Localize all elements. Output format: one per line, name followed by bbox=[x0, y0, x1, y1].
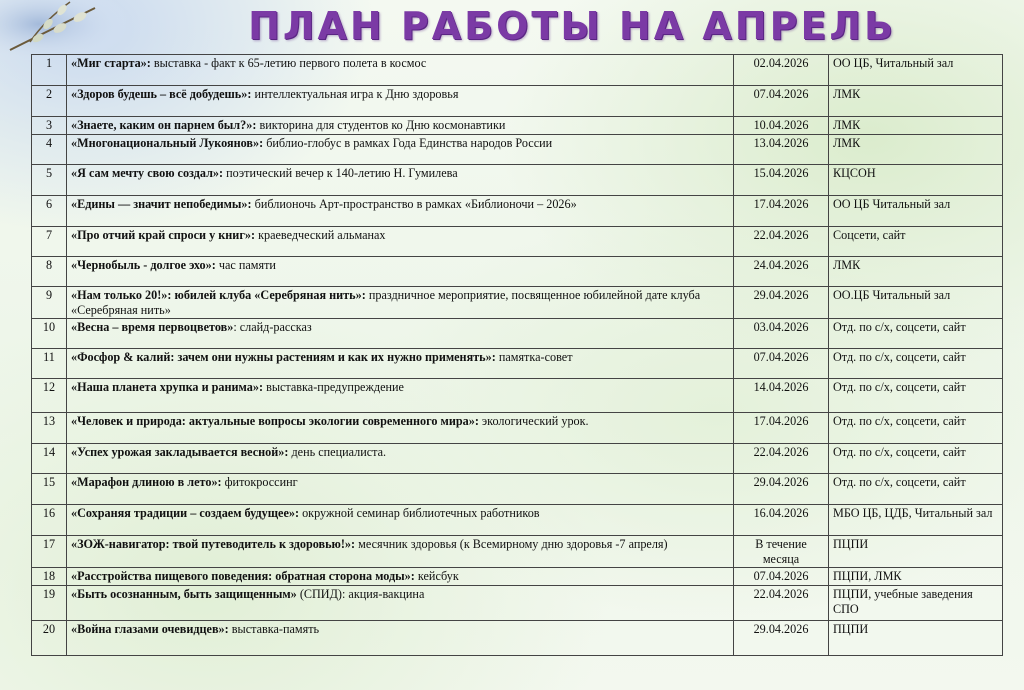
event-description: кейсбук bbox=[414, 569, 459, 583]
event-title: «Многонациональный Лукоянов»: bbox=[71, 136, 264, 150]
event-description: окружной семинар библиотечных работников bbox=[299, 506, 540, 520]
event-description: фитокроссинг bbox=[221, 475, 298, 489]
table-row bbox=[32, 379, 1003, 413]
event-location: КЦСОН bbox=[829, 165, 1003, 196]
event-location: Отд. по с/х, соцсети, сайт bbox=[829, 379, 1003, 413]
event-cell bbox=[67, 55, 734, 86]
event-title: «Чернобыль - долгое эхо»: bbox=[71, 258, 216, 272]
table-row bbox=[32, 165, 1003, 196]
event-location: Отд. по с/х, соцсети, сайт bbox=[829, 413, 1003, 444]
event-date: 13.04.2026 bbox=[734, 135, 829, 165]
event-description: экологический урок. bbox=[478, 414, 589, 428]
event-date: 15.04.2026 bbox=[734, 165, 829, 196]
row-number: 2 bbox=[32, 86, 67, 117]
table-row bbox=[32, 444, 1003, 474]
event-cell bbox=[67, 257, 734, 287]
event-cell bbox=[67, 444, 734, 474]
event-location: Отд. по с/х, соцсети, сайт bbox=[829, 319, 1003, 349]
event-cell bbox=[67, 349, 734, 379]
row-number: 15 bbox=[32, 474, 67, 505]
row-number: 6 bbox=[32, 196, 67, 227]
event-title: «Нам только 20!»: юбилей клуба «Серебряная нить»: bbox=[71, 288, 366, 302]
table-row bbox=[32, 621, 1003, 656]
event-description: (СПИД): акция-вакцина bbox=[296, 587, 425, 601]
event-cell bbox=[67, 379, 734, 413]
event-date: 17.04.2026 bbox=[734, 196, 829, 227]
page-title: ПЛАН РАБОТЫ НА АПРЕЛЬ bbox=[248, 4, 896, 48]
willow-branch-decoration bbox=[0, 0, 130, 60]
event-title: «ЗОЖ-навигатор: твой путеводитель к здоровью!»: bbox=[71, 537, 356, 551]
table-row bbox=[32, 505, 1003, 536]
event-date: 24.04.2026 bbox=[734, 257, 829, 287]
table-row bbox=[32, 536, 1003, 568]
row-number: 1 bbox=[32, 55, 67, 86]
row-number: 7 bbox=[32, 227, 67, 257]
event-location: ПЦПИ, учебные заведения СПО bbox=[829, 586, 1003, 621]
row-number: 17 bbox=[32, 536, 67, 568]
event-cell bbox=[67, 135, 734, 165]
event-title: «Здоров будешь – всё добудешь»: bbox=[71, 87, 252, 101]
event-cell bbox=[67, 536, 734, 568]
event-date: 10.04.2026 bbox=[734, 117, 829, 135]
row-number: 4 bbox=[32, 135, 67, 165]
event-cell bbox=[67, 586, 734, 621]
row-number: 9 bbox=[32, 287, 67, 319]
event-title: «Успех урожая закладывается весной»: bbox=[71, 445, 289, 459]
table-row bbox=[32, 568, 1003, 586]
event-description: месячник здоровья (к Всемирному дню здоровья -7 апреля) bbox=[355, 537, 668, 551]
event-description: праздничное мероприятие, посвященное юбилейной дате клуба «Серебряная нить» bbox=[71, 288, 701, 317]
event-title: «Фосфор & калий: зачем они нужны растениям и как их нужно применять»: bbox=[71, 350, 496, 364]
row-number: 11 bbox=[32, 349, 67, 379]
row-number: 20 bbox=[32, 621, 67, 656]
event-description: выставка - факт к 65-летию первого полета в космос bbox=[150, 56, 427, 70]
row-number: 16 bbox=[32, 505, 67, 536]
row-number: 12 bbox=[32, 379, 67, 413]
event-cell bbox=[67, 505, 734, 536]
event-date: 07.04.2026 bbox=[734, 568, 829, 586]
event-title: «Быть осознанным, быть защищенным» bbox=[71, 587, 297, 601]
event-location: Отд. по с/х, соцсети, сайт bbox=[829, 474, 1003, 505]
event-location: ПЦПИ, ЛМК bbox=[829, 568, 1003, 586]
events-table bbox=[31, 54, 1003, 656]
table-row bbox=[32, 117, 1003, 135]
event-location: Отд. по с/х, соцсети, сайт bbox=[829, 444, 1003, 474]
event-date: 22.04.2026 bbox=[734, 444, 829, 474]
event-description: выставка-память bbox=[228, 622, 320, 636]
event-location: ОО ЦБ Читальный зал bbox=[829, 196, 1003, 227]
event-description: выставка-предупреждение bbox=[263, 380, 404, 394]
table-row bbox=[32, 135, 1003, 165]
event-date: 29.04.2026 bbox=[734, 474, 829, 505]
event-date: 03.04.2026 bbox=[734, 319, 829, 349]
event-cell bbox=[67, 287, 734, 319]
event-description: день специалиста. bbox=[288, 445, 387, 459]
event-title: «Про отчий край спроси у книг»: bbox=[71, 228, 256, 242]
event-title: «Наша планета хрупка и ранима»: bbox=[71, 380, 264, 394]
event-date: 07.04.2026 bbox=[734, 349, 829, 379]
event-location: ЛМК bbox=[829, 117, 1003, 135]
event-description: : слайд-рассказ bbox=[233, 320, 312, 334]
event-date: 02.04.2026 bbox=[734, 55, 829, 86]
event-cell bbox=[67, 196, 734, 227]
event-title: «Едины — значит непобедимы»: bbox=[71, 197, 252, 211]
table-row bbox=[32, 86, 1003, 117]
event-date: 22.04.2026 bbox=[734, 227, 829, 257]
event-cell bbox=[67, 319, 734, 349]
event-date: 07.04.2026 bbox=[734, 86, 829, 117]
event-date: 29.04.2026 bbox=[734, 621, 829, 656]
table-row bbox=[32, 257, 1003, 287]
event-title: «Сохраняя традиции – создаем будущее»: bbox=[71, 506, 300, 520]
event-location: ОО ЦБ, Читальный зал bbox=[829, 55, 1003, 86]
event-location: ЛМК bbox=[829, 257, 1003, 287]
event-date: 29.04.2026 bbox=[734, 287, 829, 319]
event-date: 17.04.2026 bbox=[734, 413, 829, 444]
event-title: «Я сам мечту свою создал»: bbox=[71, 166, 224, 180]
table-row bbox=[32, 349, 1003, 379]
table-row bbox=[32, 227, 1003, 257]
event-description: памятка-совет bbox=[495, 350, 573, 364]
row-number: 5 bbox=[32, 165, 67, 196]
event-description: викторина для студентов ко Дню космонавтики bbox=[256, 118, 506, 132]
table-row bbox=[32, 287, 1003, 319]
table-row bbox=[32, 474, 1003, 505]
event-location: ЛМК bbox=[829, 135, 1003, 165]
event-cell bbox=[67, 86, 734, 117]
event-cell bbox=[67, 165, 734, 196]
event-title: «Марафон длиною в лето»: bbox=[71, 475, 222, 489]
row-number: 18 bbox=[32, 568, 67, 586]
table-row bbox=[32, 413, 1003, 444]
table-row bbox=[32, 319, 1003, 349]
event-location: МБО ЦБ, ЦДБ, Читальный зал bbox=[829, 505, 1003, 536]
event-description: час памяти bbox=[215, 258, 276, 272]
event-title: «Знаете, каким он парнем был?»: bbox=[71, 118, 257, 132]
table-row bbox=[32, 586, 1003, 621]
event-description: краеведческий альманах bbox=[255, 228, 386, 242]
event-title: «Война глазами очевидцев»: bbox=[71, 622, 229, 636]
event-location: ПЦПИ bbox=[829, 536, 1003, 568]
row-number: 3 bbox=[32, 117, 67, 135]
event-description: поэтический вечер к 140-летию Н. Гумилева bbox=[223, 166, 458, 180]
row-number: 19 bbox=[32, 586, 67, 621]
event-location: Отд. по с/х, соцсети, сайт bbox=[829, 349, 1003, 379]
event-location: ОО.ЦБ Читальный зал bbox=[829, 287, 1003, 319]
table-row bbox=[32, 196, 1003, 227]
event-location: ЛМК bbox=[829, 86, 1003, 117]
event-title: «Весна – время первоцветов» bbox=[71, 320, 234, 334]
event-location: Соцсети, сайт bbox=[829, 227, 1003, 257]
event-cell bbox=[67, 474, 734, 505]
row-number: 8 bbox=[32, 257, 67, 287]
event-cell bbox=[67, 621, 734, 656]
event-date: 14.04.2026 bbox=[734, 379, 829, 413]
event-title: «Расстройства пищевого поведения: обратная сторона моды»: bbox=[71, 569, 415, 583]
event-title: «Миг старта»: bbox=[71, 56, 151, 70]
event-cell bbox=[67, 568, 734, 586]
event-title: «Человек и природа: актуальные вопросы экологии современного мира»: bbox=[71, 414, 479, 428]
event-cell bbox=[67, 413, 734, 444]
event-location: ПЦПИ bbox=[829, 621, 1003, 656]
row-number: 10 bbox=[32, 319, 67, 349]
event-cell bbox=[67, 117, 734, 135]
event-date: В течение месяца bbox=[734, 536, 829, 568]
event-description: библио-глобус в рамках Года Единства народов России bbox=[263, 136, 553, 150]
table-row bbox=[32, 55, 1003, 86]
row-number: 13 bbox=[32, 413, 67, 444]
event-date: 22.04.2026 bbox=[734, 586, 829, 621]
event-date: 16.04.2026 bbox=[734, 505, 829, 536]
event-cell bbox=[67, 227, 734, 257]
event-description: интеллектуальная игра к Дню здоровья bbox=[251, 87, 459, 101]
event-description: библионочь Арт-пространство в рамках «Библионочи – 2026» bbox=[251, 197, 577, 211]
row-number: 14 bbox=[32, 444, 67, 474]
